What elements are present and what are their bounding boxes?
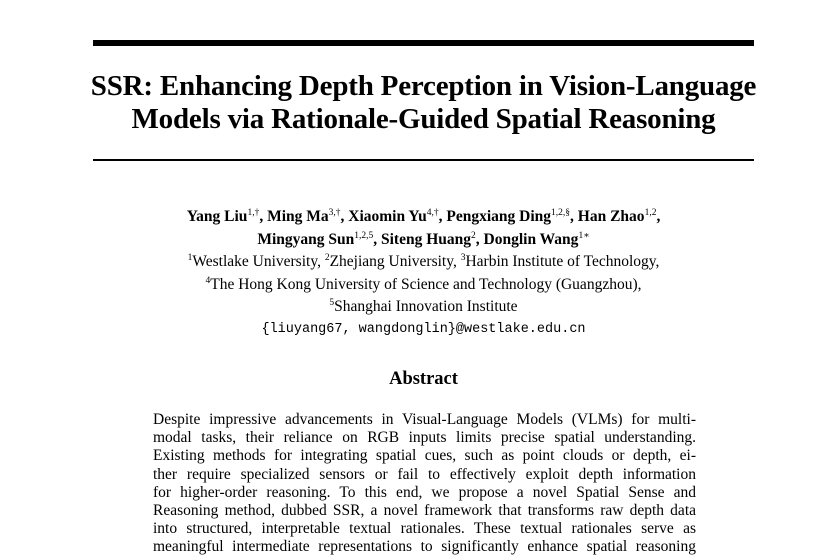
abstract-line: Despite impressive advancements in Visual-Language Models (VLMs) for multi- <box>153 411 696 428</box>
affiliation-name: Zhejiang University <box>329 253 453 270</box>
contact-email: {liuyang67, wangdonglin}@westlake.edu.cn <box>261 321 586 337</box>
author-name: Mingyang Sun <box>257 230 355 248</box>
author-name: Pengxiang Ding <box>446 208 552 225</box>
abstract-line: Reasoning method, dubbed SSR, a novel framework that transforms raw depth data <box>153 502 696 520</box>
author-sup: 4,† <box>426 208 439 218</box>
author-sup: 1∗ <box>578 230 590 241</box>
author-sup: 2 <box>471 230 476 241</box>
author-name: Siteng Huang <box>381 230 472 248</box>
affiliation-name: Harbin Institute of Technology <box>465 253 656 270</box>
author-block <box>60 207 787 339</box>
abstract-heading: Abstract <box>389 369 458 389</box>
paper-title <box>60 70 787 136</box>
abstract-line: meaningful intermediate representations to significantly enhance spatial reasoning <box>153 538 696 556</box>
abstract-line: modal tasks, their reliance on RGB inputs limits precise spatial understanding. <box>153 429 696 447</box>
author-sup: 1,† <box>247 208 260 218</box>
abstract-line: for higher-order reasoning. To this end, we propose a novel Spatial Sense and <box>153 483 696 501</box>
author-sup: 1,2,5 <box>354 230 374 241</box>
affiliation-sup: 3 <box>460 253 466 263</box>
title-line: SSR: Enhancing Depth Perception in Vision-Language <box>90 70 757 102</box>
author-sup: 3,† <box>328 208 341 218</box>
affiliation-name: Shanghai Innovation Institute <box>334 298 518 315</box>
abstract-line: ther require specialized sensors or fail to effectively exploit depth information <box>153 465 696 483</box>
author-name: Donglin Wang <box>483 230 579 248</box>
affiliation-sup: 2 <box>324 253 330 263</box>
author-name: Han Zhao <box>577 208 645 225</box>
author-line: Yang Liu$^{1,\dagger}$, Ming $Ma^{3,\dagger}$, Xiaomin $Yu^{4,\dagger}$, Pengxiang Ding$^{1,2,\S}$, Han Zhao$^{1,2}$, <box>186 208 661 225</box>
affiliation-name: The Hong Kong University of Science and Technology (Guangzhou) <box>210 275 638 293</box>
author-line: Mingyang Sun$^{1,2,5}$, Siteng Huang$^2$, Donglin Wang$^{1∗}$ <box>257 230 590 248</box>
author-name: Ming Ma <box>267 208 329 225</box>
abstract-body <box>153 411 696 557</box>
affiliation-name: Westlake University <box>192 253 318 270</box>
title-bottom-rule <box>93 159 754 161</box>
top-rule <box>93 40 754 46</box>
affiliation-line <box>60 297 787 320</box>
author-sup: 1,2,§ <box>551 208 571 218</box>
affiliation-sup: 4 <box>205 275 211 286</box>
abstract-line: Existing methods for integrating spatial cues, such as point clouds or depth, ei- <box>153 447 696 465</box>
title-line: Models via Rationale-Guided Spatial Reasoning <box>131 103 716 135</box>
abstract-line: into structured, interpretable textual rationales. These textual rationales serve as <box>153 520 696 538</box>
affiliation-sup: 5 <box>329 298 335 308</box>
author-name: Xiaomin Yu <box>348 208 427 225</box>
author-name: Yang Liu <box>186 208 248 225</box>
affiliation-sup: 1 <box>187 253 193 263</box>
author-sup: 1,2 <box>644 208 657 218</box>
affiliation-line: $^1$Westlake University, $^2$Zhejiang University, $^3$Harbin Institute of Technology, <box>187 253 660 270</box>
affiliation-line: $^4$The Hong Kong University of Science and Technology (Guangzhou), <box>205 275 642 293</box>
